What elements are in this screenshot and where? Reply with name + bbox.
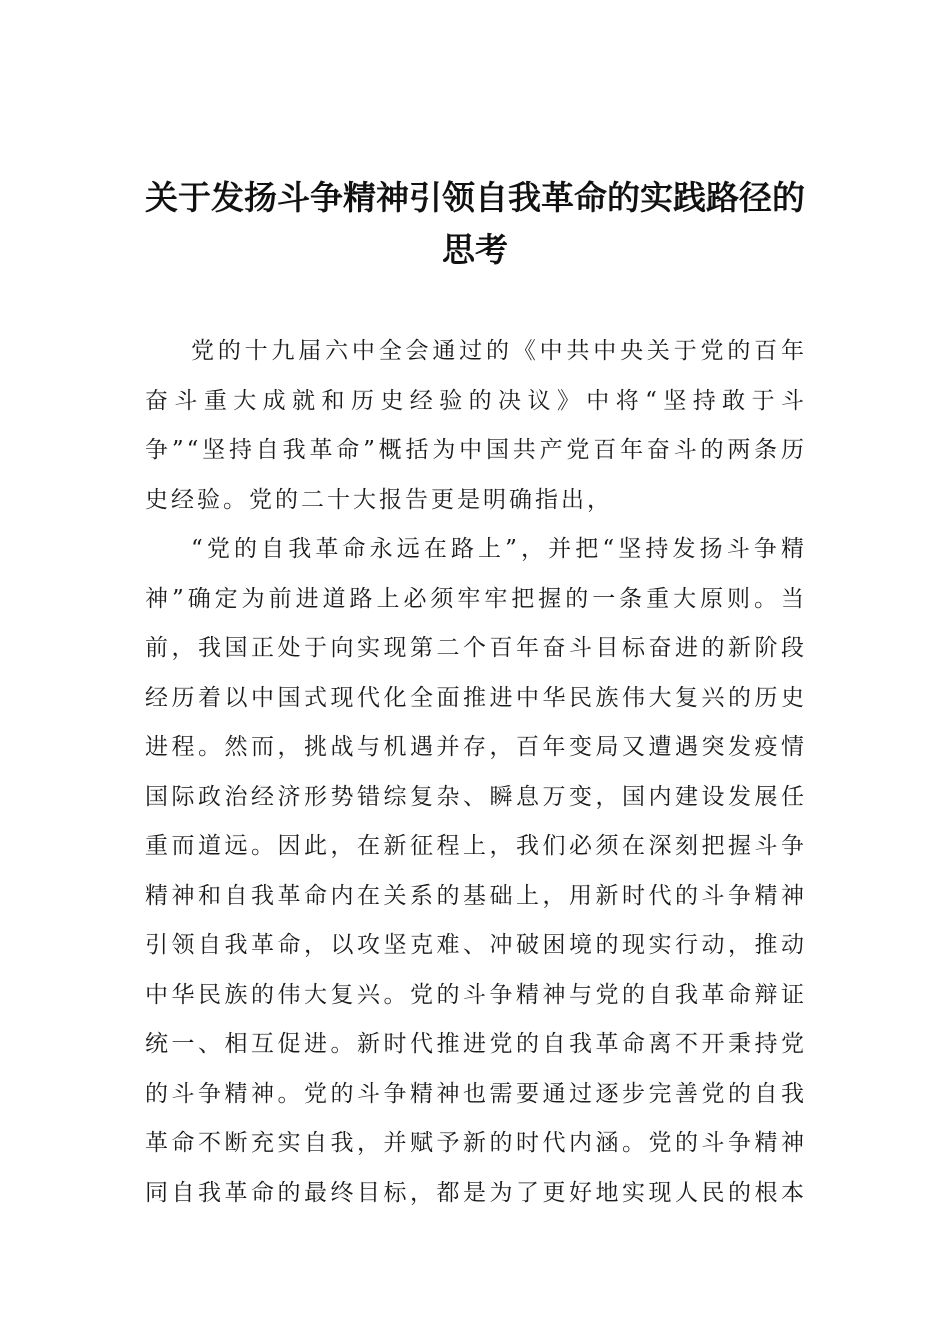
paragraph-2: “党的自我革命永远在路上”，并把“坚持发扬斗争精神”确定为前进道路上必须牢牢把握的一条重大原则。当前，我国正处于向实现第二个百年奋斗目标奋进的新阶段经历着以中国式现代化全面推进中华民族伟大复兴的历史进程。然而，挑战与机遇并存，百年变局又遭遇突发疫情国际政治经济形势错综复杂、瞬息万变，国内建设发展任重而道远。因此，在新征程上，我们必须在深刻把握斗争精神和自我革命内在关系的基础上，用新时代的斗争精神引领自我革命，以攻坚克难、冲破困境的现实行动，推动中华民族的伟大复兴。党的斗争精神与党的自我革命辩证统一、相互促进。新时代推进党的自我革命离不开秉持党的斗争精神。党的斗争精神也需要通过逐步完善党的自我革命不断充实自我，并赋予新的时代内涵。党的斗争精神同自我革命的最终目标，都是为了更好地实现人民的根本	[145, 536, 807, 1206]
paragraph-1: 党的十九届六中全会通过的《中共中央关于党的百年奋斗重大成就和历史经验的决议》中将“坚持敢于斗争”“坚持自我革命”概括为中国共产党百年奋斗的两条历史经验。党的二十大报告更是明确指出，	[145, 338, 807, 513]
document-body	[145, 327, 807, 1218]
document-title: 关于发扬斗争精神引领自我革命的实践路径的思考	[145, 178, 805, 269]
